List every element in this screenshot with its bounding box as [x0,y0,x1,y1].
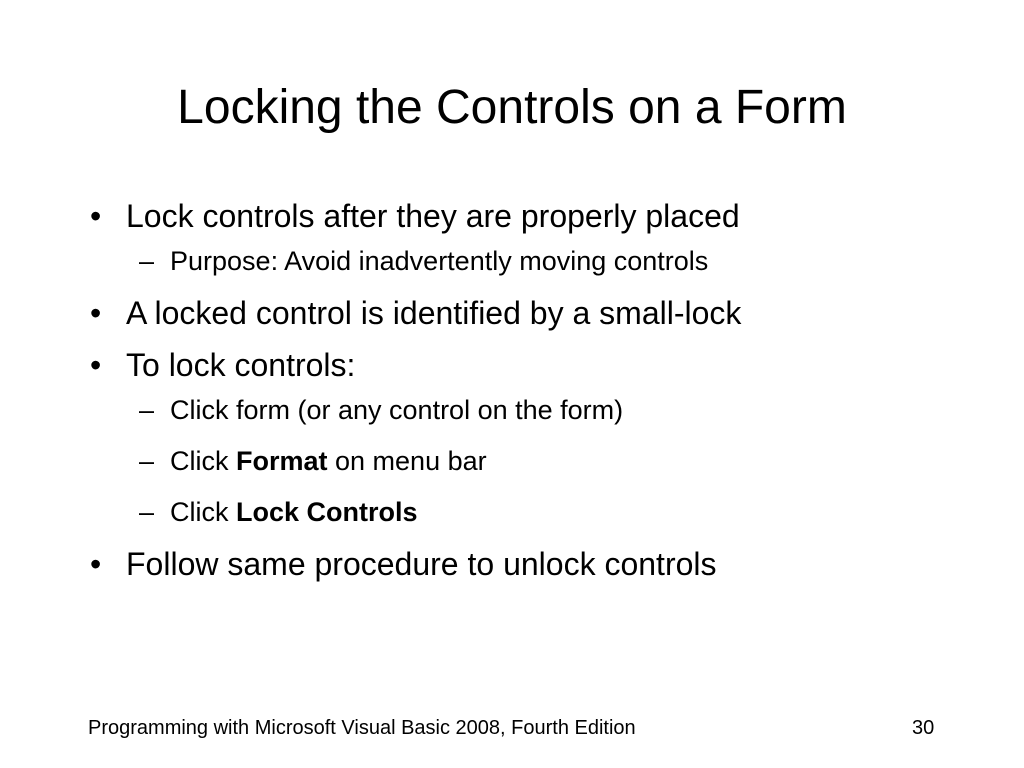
bullet-item-unlock [90,538,990,590]
bullet-glyph: • [90,347,102,383]
bullet-text: Follow same procedure to unlock controls [126,546,717,582]
sub-item-click-format [90,436,990,487]
sub-item-click-form [90,385,990,436]
bullet-text: To lock controls: [126,347,356,383]
footer-source: Programming with Microsoft Visual Basic 2008, Fourth Edition [88,717,636,739]
sub-item-purpose [90,236,990,287]
sub-item-text: Click form (or any control on the form) [170,395,624,425]
sub-item-bold: Format [236,446,328,476]
dash-glyph: – [139,395,155,425]
sub-item-click-lock-controls [90,487,990,538]
footer-page-number: 30 [912,717,935,739]
bullet-glyph: • [90,546,102,582]
sub-item-bold: Lock Controls [236,497,418,527]
bullet-glyph: • [90,295,102,331]
sub-item-prefix: Click [170,497,236,527]
dash-glyph: – [139,246,155,276]
bullet-item-to-lock [90,339,990,391]
slide-title: Locking the Controls on a Form [177,81,847,134]
bullet-text: A locked control is identified by a small-lock [126,295,742,331]
bullet-text: Lock controls after they are properly placed [126,198,740,234]
sub-item-prefix: Click [170,446,236,476]
bullet-glyph: • [90,198,102,234]
sub-item-text: Purpose: Avoid inadvertently moving controls [170,246,709,276]
bullet-item-lock-controls [90,190,990,242]
bullet-list [90,190,990,590]
dash-glyph: – [139,497,155,527]
dash-glyph: – [139,446,155,476]
sub-item-suffix: on menu bar [327,446,487,476]
bullet-item-locked-control [90,287,990,339]
